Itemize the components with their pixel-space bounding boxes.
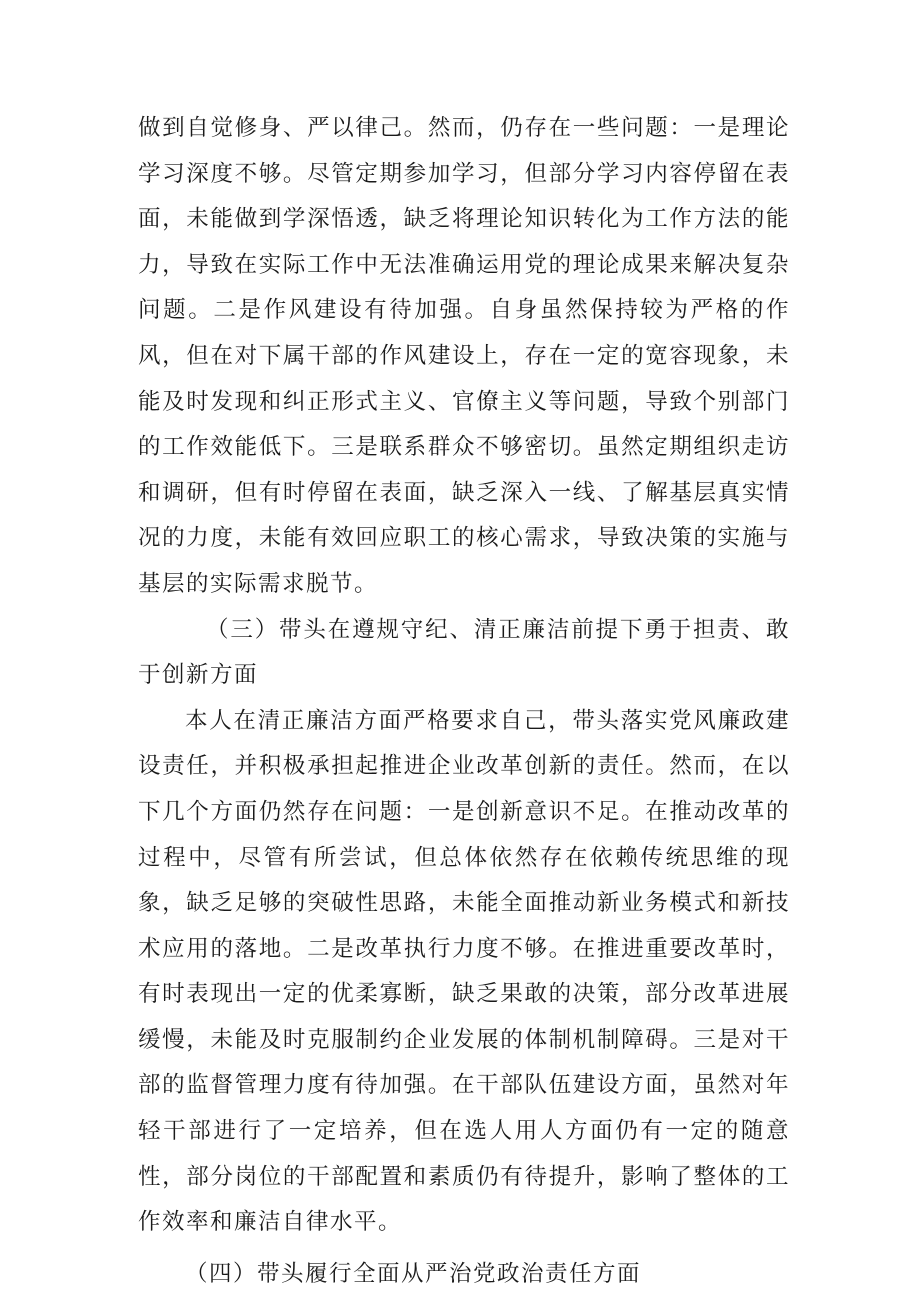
section-heading-3: （三）带头在遵规守纪、清正廉洁前提下勇于担责、敢于创新方面 (138, 616, 790, 689)
document-body (138, 106, 790, 1297)
paragraph-continuation: 做到自觉修身、严以律己。然而，仍存在一些问题：一是理论学习深度不够。尽管定期参加学习，但部分学习内容停留在表面，未能做到学深悟透，缺乏将理论知识转化为工作方法的能力，导致在实际工作中无法准确运用党的理论成果来解决复杂问题。二是作风建设有待加强。自身虽然保持较为严格的作风，但在对下属干部的作风建设上，存在一定的宽容现象，未能及时发现和纠正形式主义、官僚主义等问题，导致个别部门的工作效能低下。三是联系群众不够密切。虽然定期组织走访和调研，但有时停留在表面，缺乏深入一线、了解基层真实情况的力度，未能有效回应职工的核心需求，导致决策的实施与基层的实际需求脱节。 (138, 115, 790, 597)
paragraph-section-3: 本人在清正廉洁方面严格要求自己，带头落实党风廉政建设责任，并积极承担起推进企业改革创新的责任。然而，在以下几个方面仍然存在问题：一是创新意识不足。在推动改革的过程中，尽管有所尝试，但总体依然存在依赖传统思维的现象，缺乏足够的突破性思路，未能全面推动新业务模式和新技术应用的落地。二是改革执行力度不够。在推进重要改革时，有时表现出一定的优柔寡断，缺乏果敢的决策，部分改革进展缓慢，未能及时克服制约企业发展的体制机制障碍。三是对干部的监督管理力度有待加强。在干部队伍建设方面，虽然对年轻干部进行了一定培养，但在选人用人方面仍有一定的随意性，部分岗位的干部配置和素质仍有待提升，影响了整体的工作效率和廉洁自律水平。 (138, 707, 790, 1236)
section-heading-4: （四）带头履行全面从严治党政治责任方面 (185, 1260, 642, 1287)
